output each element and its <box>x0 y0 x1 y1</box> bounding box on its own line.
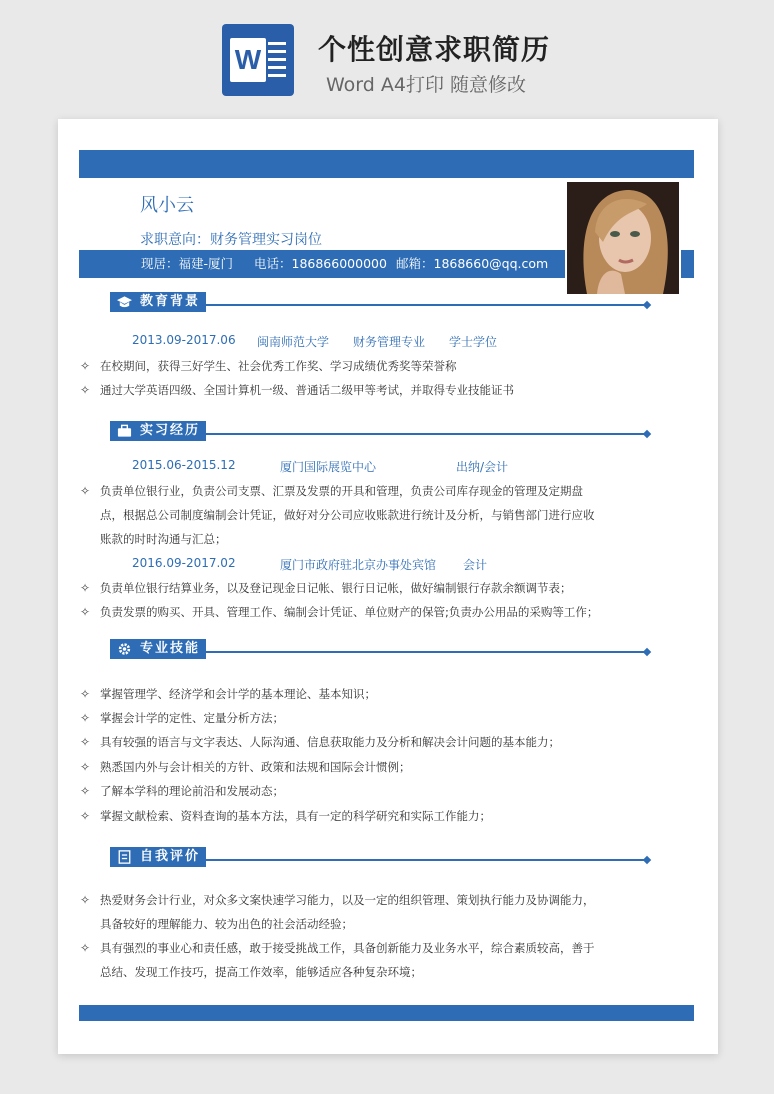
list-item: ✧ 熟悉国内外与会计相关的方针、政策和法规和国际会计惯例； <box>80 755 600 779</box>
job1-role: 出纳/会计 <box>456 460 509 474</box>
resume-paper <box>58 119 718 1054</box>
email: 邮箱：1868660@qq.com <box>396 256 549 271</box>
page-title: 个性创意求职简历 <box>318 33 551 66</box>
section-skills <box>110 639 650 661</box>
list-item: ✧ 掌握管理学、经济学和会计学的基本理论、基本知识； <box>80 682 600 706</box>
section-internship <box>110 421 650 443</box>
list-item: ✧ 负责单位银行业，负责公司支票、汇票及发票的开具和管理，负责公司库存现金的管理及定期盘点，根据总公司制度编制会计凭证，做好对分公司应收账款进行统计及分析，与销售部门进行应收账款的时时沟通与汇总； <box>80 479 600 551</box>
list-item: ✧ 掌握文献检索、资料查询的基本方法，具有一定的科学研究和实际工作能力； <box>80 804 600 828</box>
section-title-self-eval: 自我评价 <box>110 847 206 867</box>
list-item: ✧ 掌握会计学的定性、定量分析方法； <box>80 706 600 730</box>
phone: 电话：186866000000 <box>254 256 387 271</box>
bottom-bar <box>79 1005 694 1021</box>
page-header <box>0 0 774 118</box>
resume-name: 风小云 <box>140 195 194 216</box>
list-item: ✧ 负责单位银行结算业务，以及登记现金日记帐、银行日记帐，做好编制银行存款余额调节表； <box>80 576 600 600</box>
section-title-internship: 实习经历 <box>110 421 206 441</box>
edu-school: 闽南师范大学 <box>257 335 330 349</box>
gear-icon <box>117 642 132 656</box>
section-title-education: 教育背景 <box>110 292 206 312</box>
job1-org: 厦门国际展览中心 <box>280 460 377 474</box>
section-self-eval <box>110 847 650 869</box>
section-education <box>110 292 650 314</box>
section-title-skills: 专业技能 <box>110 639 206 659</box>
page-subtitle: Word A4打印 随意修改 <box>326 74 527 96</box>
list-item: ✧ 了解本学科的理论前沿和发展动态； <box>80 779 600 803</box>
profile-photo <box>565 180 681 296</box>
location: 现居：福建-厦门 <box>141 256 234 271</box>
edu-major: 财务管理专业 <box>353 335 426 349</box>
job-intent: 求职意向：财务管理实习岗位 <box>140 232 322 248</box>
graduation-cap-icon <box>117 295 132 309</box>
job2-period: 2016.09-2017.02 <box>132 556 236 570</box>
list-item: ✧ 具有强烈的事业心和责任感，敢于接受挑战工作，具备创新能力及业务水平，综合素质较高，善于总结、发现工作技巧，提高工作效率，能够适应各种复杂环境； <box>80 936 600 984</box>
job2-org: 厦门市政府驻北京办事处宾馆 <box>280 558 437 572</box>
document-icon <box>117 850 132 864</box>
briefcase-icon <box>117 424 132 438</box>
list-item: ✧ 通过大学英语四级、全国计算机一级、普通话二级甲等考试，并取得专业技能证书 <box>80 378 600 402</box>
job1-period: 2015.06-2015.12 <box>132 458 236 472</box>
top-bar <box>79 150 694 178</box>
list-item: ✧ 具有较强的语言与文字表达、人际沟通、信息获取能力及分析和解决会计问题的基本能力； <box>80 730 600 754</box>
list-item: ✧ 热爱财务会计行业，对众多文案快速学习能力，以及一定的组织管理、策划执行能力及协调能力，具备较好的理解能力、较为出色的社会活动经验； <box>80 888 600 936</box>
edu-period: 2013.09-2017.06 <box>132 333 236 347</box>
list-item: ✧ 负责发票的购买、开具、管理工作、编制会计凭证、单位财产的保管;负责办公用品的采购等工作； <box>80 600 600 624</box>
job2-role: 会计 <box>463 558 488 572</box>
word-logo-icon <box>222 24 294 96</box>
word-logo-letter: W <box>230 38 266 82</box>
edu-degree: 学士学位 <box>449 335 498 349</box>
list-item: ✧ 在校期间，获得三好学生、社会优秀工作奖、学习成绩优秀奖等荣誉称 <box>80 354 600 378</box>
